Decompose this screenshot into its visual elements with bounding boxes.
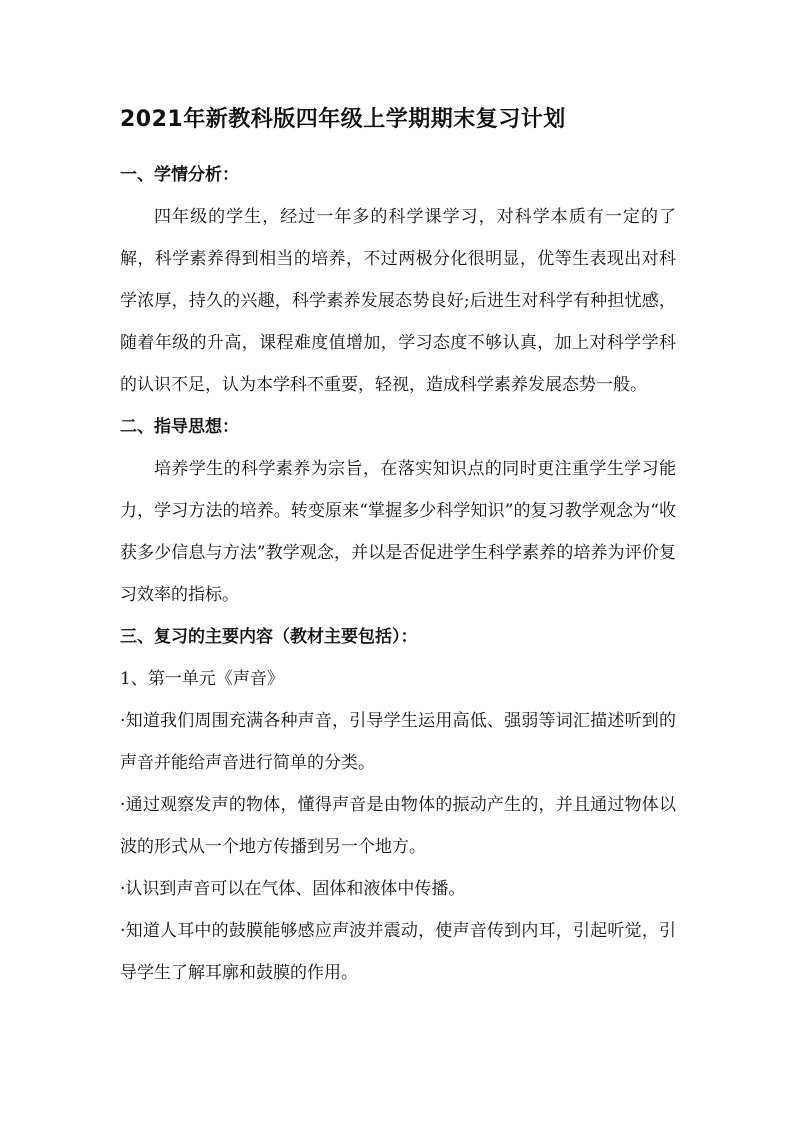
list-item: ·认识到声音可以在气体、固体和液体中传播。	[120, 879, 466, 899]
list-item: ·通过观察发声的物体，懂得声音是由物体的振动产生的，并且通过物体以波的形式从一个地方传播到另一个地方。	[120, 795, 676, 857]
section-heading-student-analysis: 一、学情分析：	[120, 165, 239, 185]
section-heading-review-content: 三、复习的主要内容（教材主要包括）：	[120, 627, 418, 647]
guiding-ideas-paragraph: 培养学生的科学素养为宗旨，在落实知识点的同时更注重学生学习能力，学习方法的培养。转变原来“掌握多少科学知识”的复习教学观念为“收获多少信息与方法”教学观念，并以是否促进学生科学素养的培养为评价复习效率的指标。	[120, 459, 676, 605]
document-body	[120, 100, 676, 994]
section-heading-guiding-ideas: 二、指导思想：	[120, 417, 239, 437]
unit-1-title: 1、第一单元《声音》	[120, 669, 284, 689]
student-analysis-paragraph: 四年级的学生，经过一年多的科学课学习，对科学本质有一定的了解，科学素养得到相当的培养，不过两极分化很明显，优等生表现出对科学浓厚，持久的兴趣，科学素养发展态势良好;后进生对科学有种担忧感，随着年级的升高，课程难度值增加，学习态度不够认真，加上对科学学科的认识不足，认为本学科不重要，轻视，造成科学素养发展态势一般。	[120, 207, 676, 395]
list-item: ·知道人耳中的鼓膜能够感应声波并震动，使声音传到内耳，引起听觉，引导学生了解耳廓和鼓膜的作用。	[120, 921, 676, 983]
list-item: ·知道我们周围充满各种声音，引导学生运用高低、强弱等词汇描述听到的声音并能给声音进行简单的分类。	[120, 711, 676, 773]
document-title: 2021年新教科版四年级上学期期末复习计划	[120, 107, 566, 132]
